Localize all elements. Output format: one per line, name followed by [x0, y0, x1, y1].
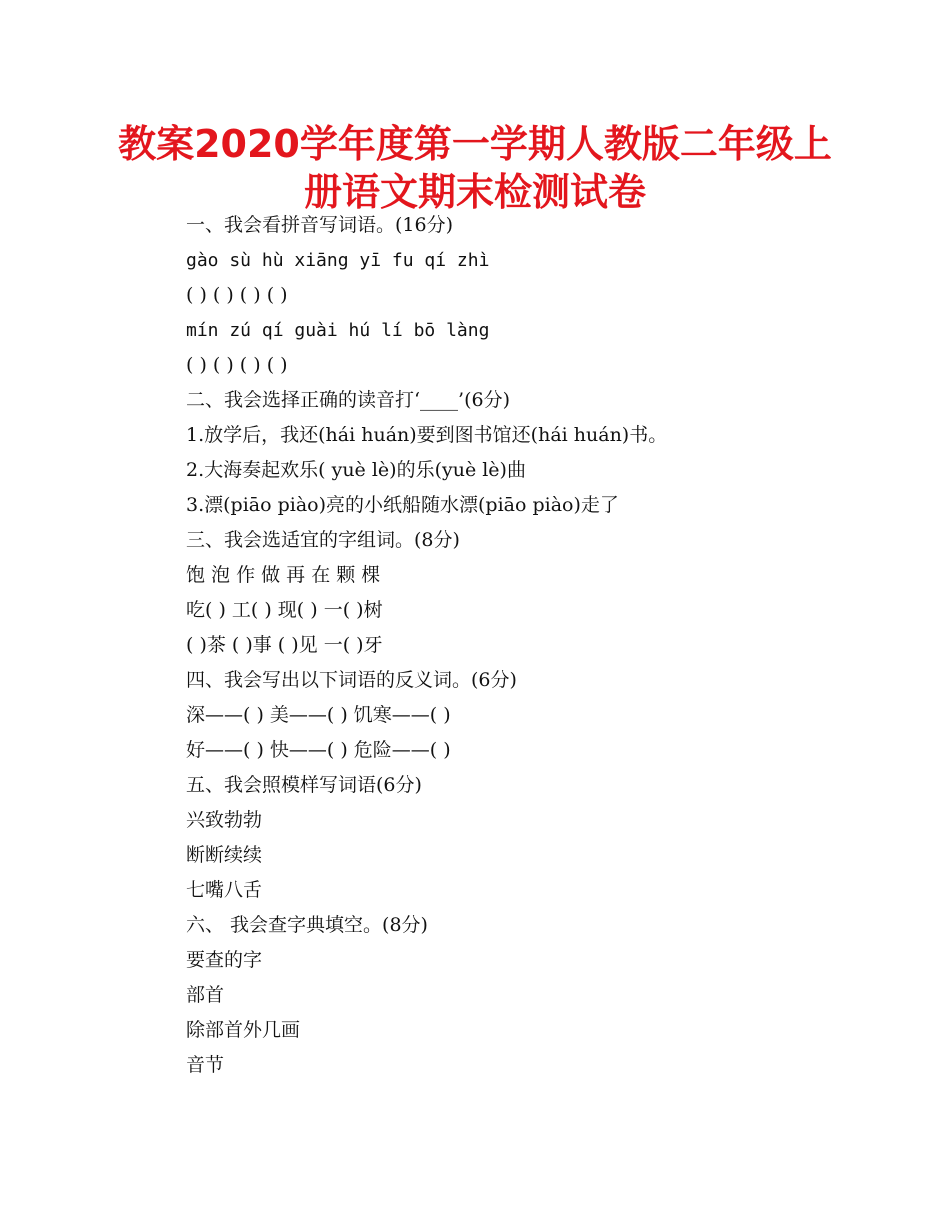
table-row-label: 音节: [186, 1054, 225, 1076]
table-row-label: 部首: [186, 984, 225, 1006]
section-heading-3: 三、我会选适宜的字组词。(8分): [186, 529, 460, 551]
exam-body: [186, 208, 886, 1083]
section-heading-4: 四、我会写出以下词语的反义词。(6分): [186, 669, 517, 691]
pinyin-line: gào sù hù xiāng yī fu qí zhì: [186, 250, 490, 271]
document-title-line-2: 册语文期末检测试卷: [303, 170, 646, 214]
question-line: 好——( ) 快——( ) 危险——( ): [186, 739, 451, 761]
section-heading-6: 六、 我会查字典填空。(8分): [186, 914, 428, 936]
question-line: 1.放学后，我还(hái huán)要到图书馆还(hái huán)书。: [186, 424, 668, 446]
example-word-line: 断断续续: [186, 844, 263, 866]
answer-blanks-line: ( ) ( ) ( ) ( ): [186, 284, 288, 306]
table-row-label: 要查的字: [186, 949, 263, 971]
answer-blanks-line: ( ) ( ) ( ) ( ): [186, 354, 288, 376]
section-heading-2: 二、我会选择正确的读音打‘____’(6分): [186, 389, 510, 411]
document-title-line-1: 教案2020学年度第一学期人教版二年级上: [118, 122, 832, 166]
example-word-line: 七嘴八舌: [186, 879, 263, 901]
table-row-label: 除部首外几画: [186, 1019, 301, 1041]
section-heading-5: 五、我会照模样写词语(6分): [186, 774, 422, 796]
question-line: 吃( ) 工( ) 现( ) 一( )树: [186, 599, 383, 621]
question-line: ( )茶 ( )事 ( )见 一( )牙: [186, 634, 383, 656]
example-word-line: 兴致勃勃: [186, 809, 263, 831]
section-heading-1: 一、我会看拼音写词语。(16分): [186, 214, 454, 236]
pinyin-line: mín zú qí guài hú lí bō làng: [186, 320, 490, 341]
question-line: 3.漂(piāo piào)亮的小纸船随水漂(piāo piào)走了: [186, 494, 619, 516]
question-line: 2.大海奏起欢乐( yuè lè)的乐(yuè lè)曲: [186, 459, 526, 481]
word-choices-line: 饱 泡 作 做 再 在 颗 棵: [186, 564, 381, 586]
question-line: 深——( ) 美——( ) 饥寒——( ): [186, 704, 451, 726]
